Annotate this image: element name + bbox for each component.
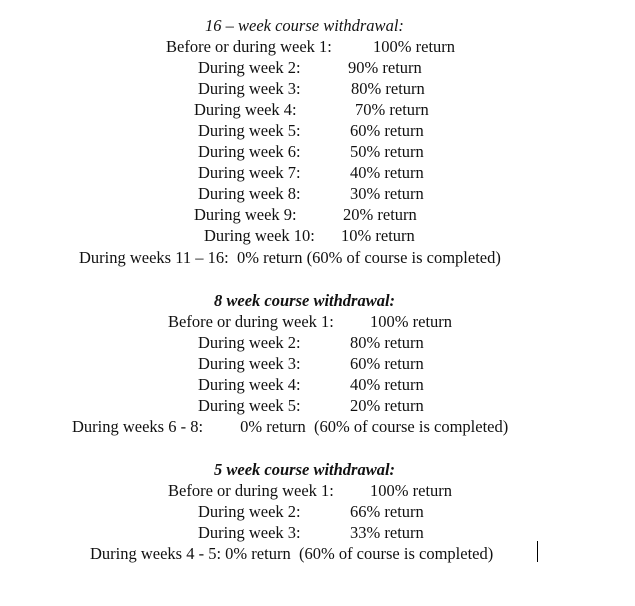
row-label: During week 4:	[194, 100, 297, 119]
row-value: 20% return	[350, 396, 424, 415]
policy-row	[0, 501, 635, 522]
policy-row	[0, 162, 635, 183]
row-value: 90% return	[348, 58, 422, 77]
row-label: During week 2:	[198, 502, 301, 521]
row-value: 33% return	[350, 523, 424, 542]
row-value: 40% return	[350, 163, 424, 182]
text-cursor	[537, 541, 538, 562]
row-label: During week 7:	[198, 163, 301, 182]
row-value: 30% return	[350, 184, 424, 203]
row-label: During week 5:	[198, 121, 301, 140]
row-label: Before or during week 1:	[168, 481, 334, 500]
row-label: During week 4:	[198, 375, 301, 394]
policy-final-row	[0, 416, 635, 437]
final-row-text: During weeks 6 - 8: 0% return (60% of course is completed)	[72, 417, 509, 436]
row-label: During week 10:	[204, 226, 315, 245]
policy-row	[0, 204, 635, 225]
policy-row	[0, 522, 635, 543]
row-value: 80% return	[350, 333, 424, 352]
policy-final-row	[0, 543, 635, 564]
policy-row	[0, 183, 635, 204]
policy-row	[0, 78, 635, 99]
policy-final-row	[0, 247, 635, 268]
row-value: 100% return	[370, 312, 453, 331]
policy-row	[0, 353, 635, 374]
row-value: 80% return	[351, 79, 425, 98]
policy-row	[0, 225, 635, 246]
section-title-8-week	[0, 290, 635, 311]
policy-row	[0, 141, 635, 162]
row-value: 60% return	[350, 354, 424, 373]
policy-row	[0, 99, 635, 120]
row-value: 60% return	[350, 121, 424, 140]
section-title-text: 5 week course withdrawal:	[214, 460, 396, 479]
row-value: 50% return	[350, 142, 424, 161]
row-value: 20% return	[343, 205, 417, 224]
row-label: During week 3:	[198, 523, 301, 542]
row-value: 100% return	[370, 481, 453, 500]
policy-row	[0, 311, 635, 332]
row-value: 100% return	[373, 37, 456, 56]
row-value: 10% return	[341, 226, 415, 245]
policy-row	[0, 36, 635, 57]
row-label: During week 3:	[198, 79, 301, 98]
policy-row	[0, 332, 635, 353]
row-label: Before or during week 1:	[168, 312, 334, 331]
policy-row	[0, 120, 635, 141]
section-title-5-week	[0, 459, 635, 480]
policy-row	[0, 395, 635, 416]
row-label: During week 6:	[198, 142, 301, 161]
policy-row	[0, 57, 635, 78]
row-label: During week 5:	[198, 396, 301, 415]
row-value: 40% return	[350, 375, 424, 394]
section-title-text: 8 week course withdrawal:	[214, 291, 396, 310]
row-label: During week 3:	[198, 354, 301, 373]
section-title-16-week	[0, 15, 635, 36]
final-row-text: During weeks 4 - 5: 0% return (60% of course is completed)	[90, 544, 494, 563]
section-title-text: 16 – week course withdrawal:	[205, 16, 404, 35]
final-row-text: During weeks 11 – 16: 0% return (60% of course is completed)	[79, 248, 501, 267]
policy-row	[0, 480, 635, 501]
row-label: During week 2:	[198, 333, 301, 352]
row-value: 70% return	[355, 100, 429, 119]
row-label: During week 2:	[198, 58, 301, 77]
row-label: Before or during week 1:	[166, 37, 332, 56]
policy-row	[0, 374, 635, 395]
row-label: During week 8:	[198, 184, 301, 203]
row-value: 66% return	[350, 502, 424, 521]
row-label: During week 9:	[194, 205, 297, 224]
